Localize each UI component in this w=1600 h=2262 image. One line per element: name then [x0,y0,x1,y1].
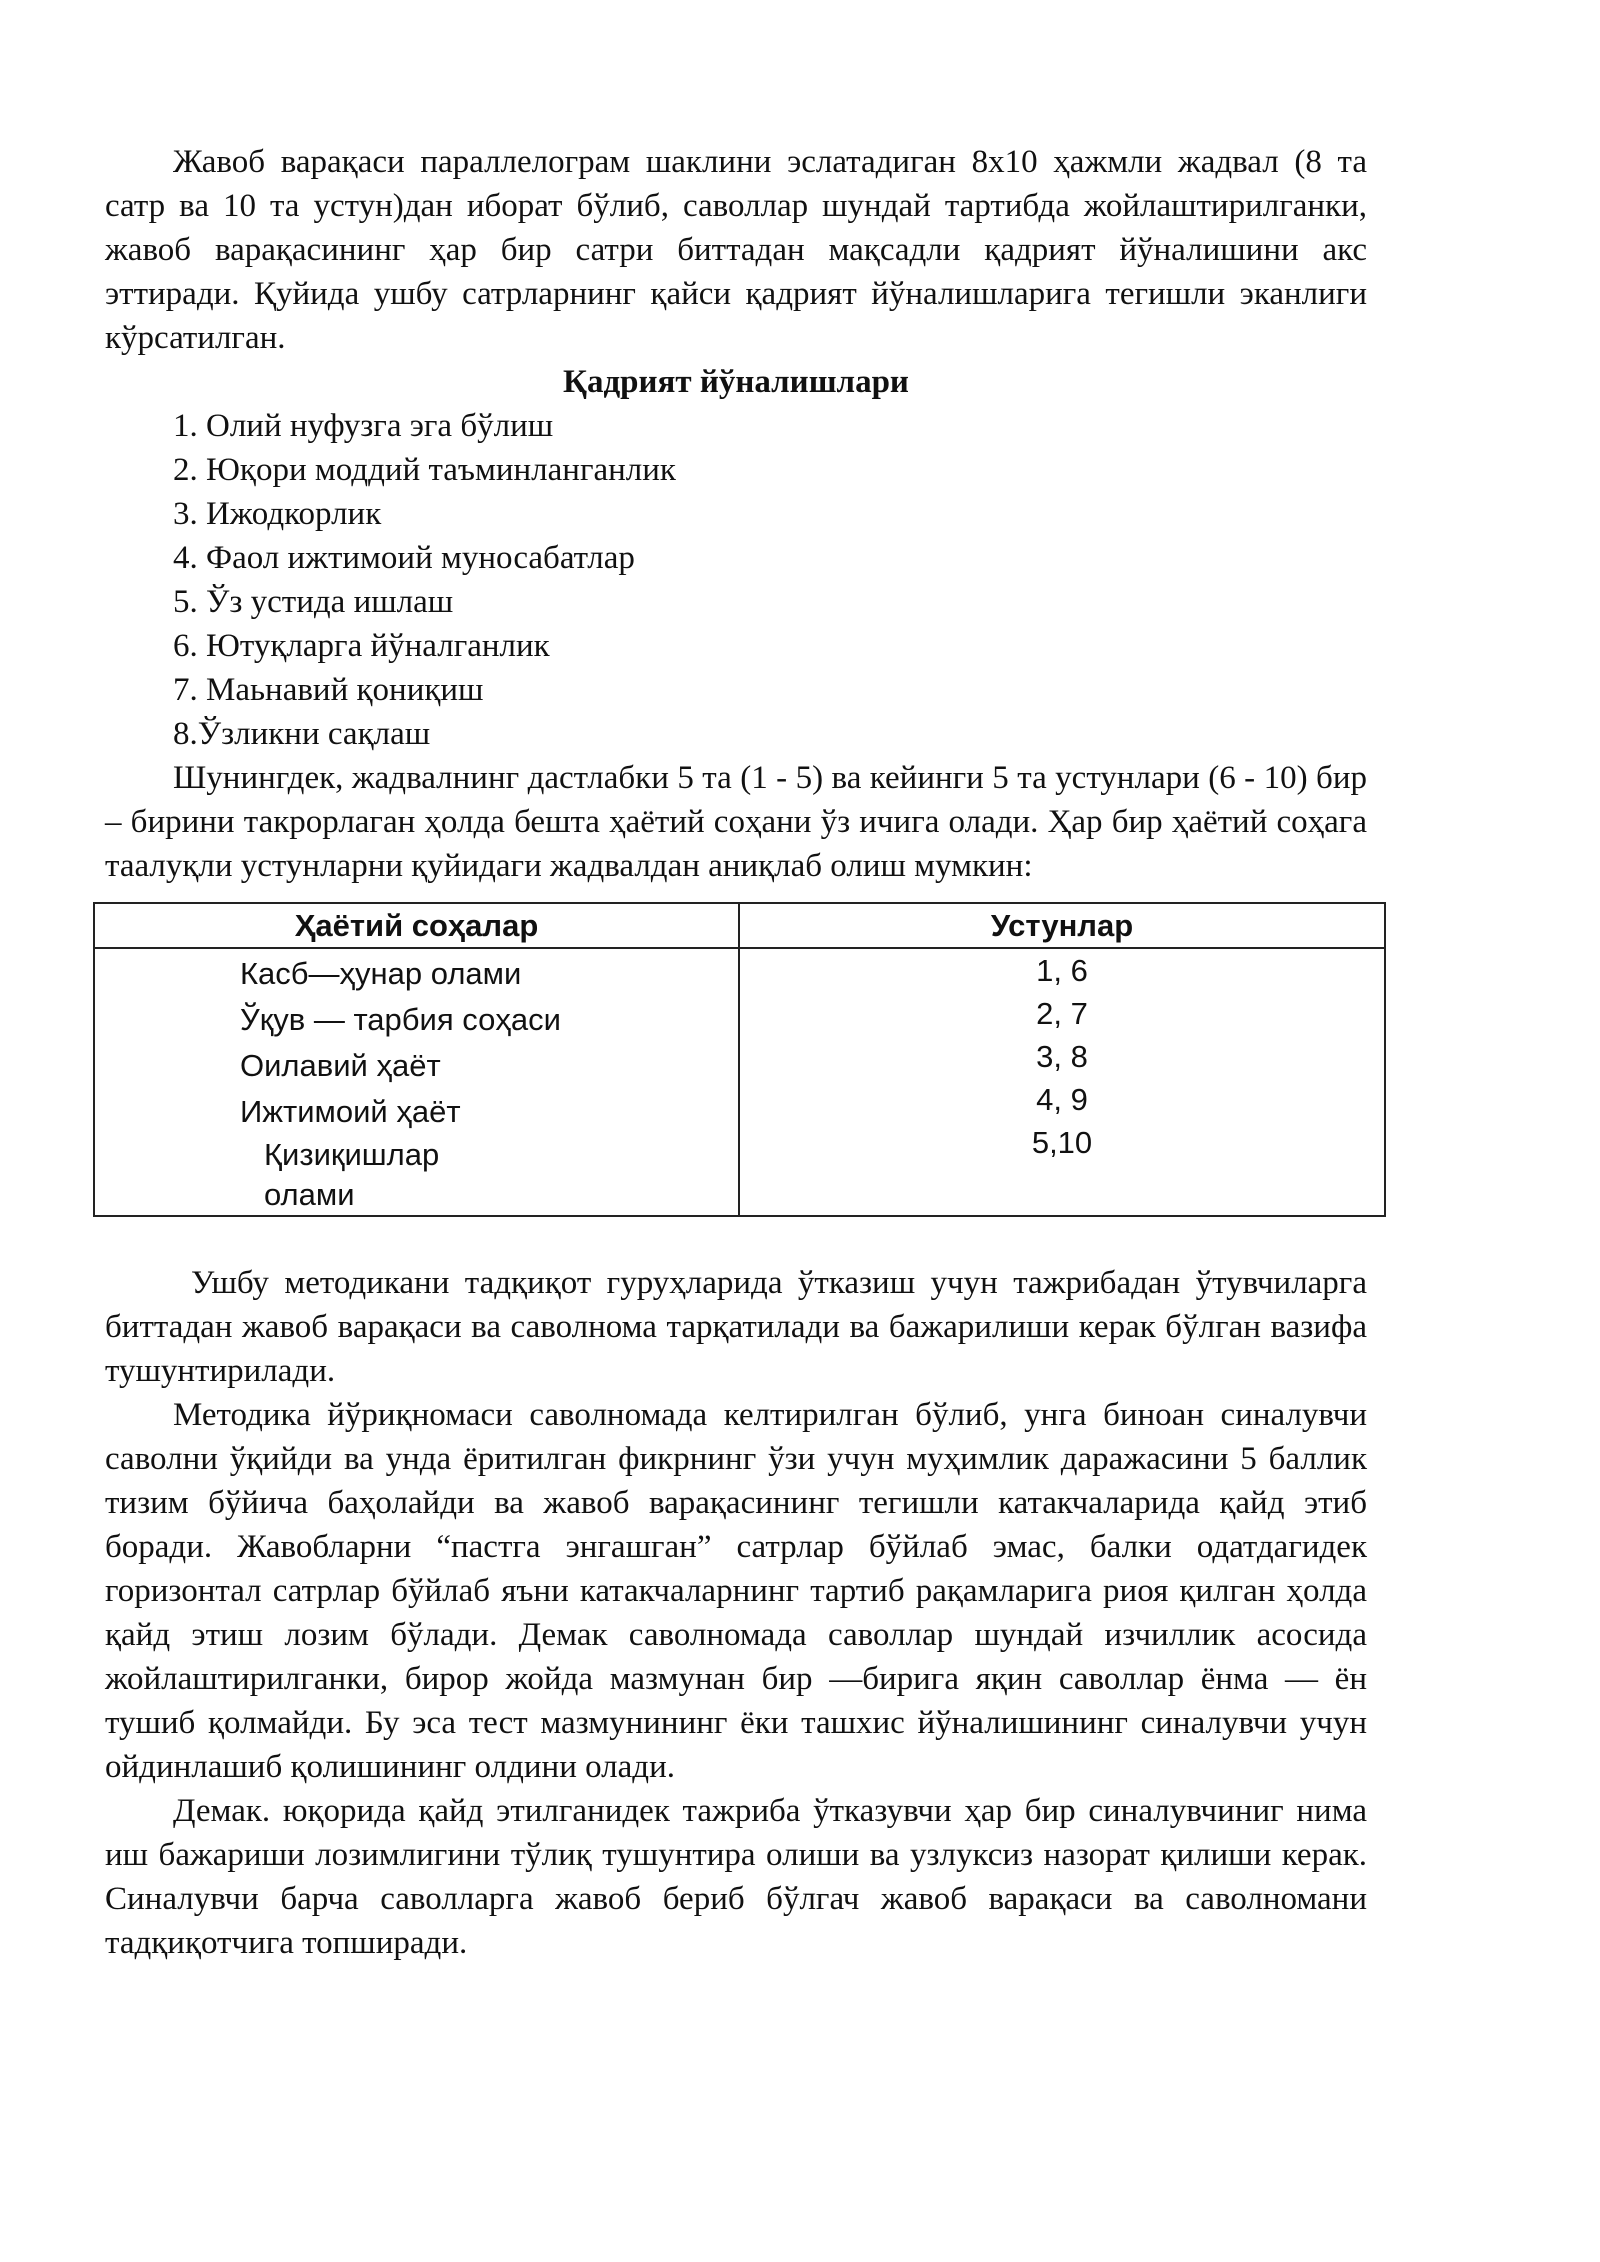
sphere-item: олами [264,1177,355,1212]
header-life-spheres: Ҳаётий соҳалар [94,903,739,948]
table-header-row [94,903,1385,948]
list-item: 2. Юқори моддий таъминланганлик [173,452,676,488]
method-paragraph-3: Демак. юқорида қайд этилганидек тажриба ўтказувчи ҳар бир синалувчиниг нима иш бажариши лозимлигини тўлиқ тушунтира олиши ва узлуксиз назорат қилиши керак. Синалувчи барча саволларга жавоб бериб бўлгач жавоб варақаси ва саволномани тадқиқотчига топширади. [105,1793,1367,1961]
life-spheres-table [93,902,1386,1217]
list-item: 1. Олий нуфузга эга бўлиш [173,408,554,444]
method-paragraph-1: Ушбу методикани тадқиқот гуруҳларида ўтказиш учун тажрибадан ўтувчиларга биттадан жавоб варақаси ва саволнома тарқатилади ва бажарилиши керак бўлган вазифа тушунтирилади. [105,1265,1367,1389]
column-pair: 4, 9 [1036,1082,1088,1117]
sphere-item: Қизиқишлар [264,1137,440,1172]
spheres-cell [94,948,739,1216]
sphere-item: Ўқув — тарбия соҳаси [240,1002,561,1037]
list-item: 5. Ўз устида ишлаш [173,584,454,620]
header-columns: Устунлар [739,903,1385,948]
columns-paragraph: Шунингдек, жадвалнинг дастлабки 5 та (1 - 5) ва кейинги 5 та устунлари (6 - 10) бир – бирини такрорлаган ҳолда бешта ҳаётий соҳани ўз ичига олади. Ҳар бир ҳаётий соҳага таалуқли устунларни қуйидаги жадвалдан аниқлаб олиш мумкин: [105,760,1367,884]
table-row [94,948,1385,1216]
column-pair: 3, 8 [1036,1039,1088,1074]
column-pair: 1, 6 [1036,953,1088,988]
document-page [105,140,1367,1965]
intro-paragraph: Жавоб варақаси параллелограм шаклини эслатадиган 8х10 ҳажмли жадвал (8 та сатр ва 10 та устун)дан иборат бўлиб, саволлар шундай тартибда жойлаштирилганки, жавоб варақасининг ҳар бир сатри биттадан мақсадли қадрият йўналишини акс эттиради. Қуйида ушбу сатрларнинг қайси қадрият йўналишларига тегишли эканлиги кўрсатилган. [105,144,1367,356]
list-item: 8.Ўзликни сақлаш [173,716,431,752]
sphere-item: Касб—ҳунар олами [240,956,522,991]
list-item: 4. Фаол ижтимоий муносабатлар [173,540,635,576]
sphere-item: Оилавий ҳаёт [240,1048,441,1083]
values-heading: Қадрият йўналишлари [563,364,909,400]
list-item: 7. Маьнавий қониқиш [173,672,484,708]
column-pair: 2, 7 [1036,996,1088,1031]
spacer [105,1217,1367,1261]
columns-cell [739,948,1385,1216]
column-pair: 5,10 [1031,1125,1093,1160]
sphere-item: Ижтимоий ҳаёт [240,1094,461,1129]
list-item: 6. Ютуқларга йўналганлик [173,628,550,664]
method-paragraph-2: Методика йўриқномаси саволномада келтирилган бўлиб, унга биноан синалувчи саволни ўқийди ва унда ёритилган фикрнинг ўзи учун муҳимлик даражасини 5 баллик тизим бўйича баҳолайди ва жавоб варақасининг тегишли катакчаларида қайд этиб боради. Жавобларни “пастга энгашган” сатрлар бўйлаб эмас, балки одатдагидек горизонтал сатрлар бўйлаб яъни катакчаларнинг тартиб рақамларига риоя қилган ҳолда қайд этиш лозим бўлади. Демак саволномада саволлар шундай изчиллик асосида жойлаштирилганки, бирор жойда мазмунан бир —бирига яқин саволлар ёнма — ён тушиб қолмайди. Бу эса тест мазмунининг ёки ташхис йўналишининг синалувчи учун ойдинлашиб қолишининг олдини олади. [105,1397,1367,1785]
values-list [105,404,1367,756]
list-item: 3. Ижодкорлик [173,496,382,532]
